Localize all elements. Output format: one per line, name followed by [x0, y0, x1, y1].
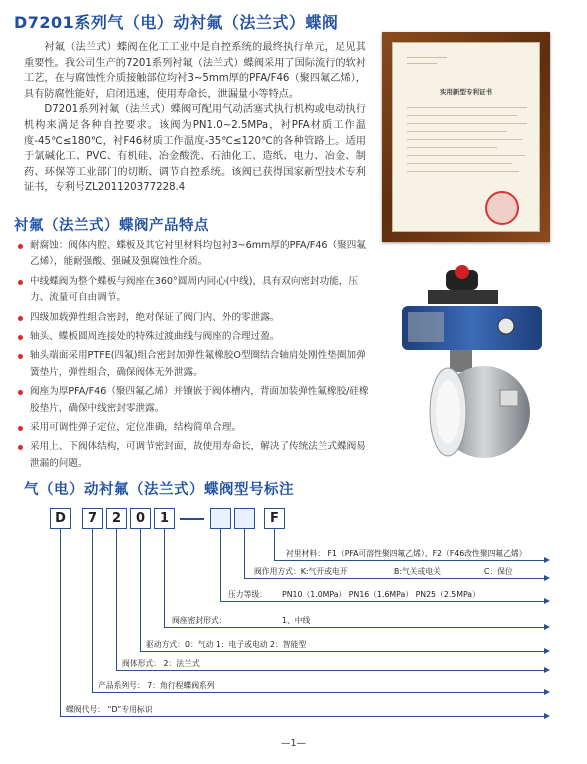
code-box-blank-2 [234, 508, 255, 529]
feature-item: 阀座为厚PFA/F46（聚四氟乙烯）并镶嵌于阀体槽内，背面加装弹性氟橡胶/硅橡胶垫片，确保中线密封零泄露。 [18, 384, 370, 417]
pressure-label: 压力等级： [228, 590, 267, 599]
code-dash [180, 518, 204, 520]
feature-item: 轴头、蝶板圆周连接处的特殊过渡曲线与阀座的合理过盈。 [18, 329, 370, 345]
drive-label: 驱动方式：0：气动 1：电子或电动 2：智能型 [146, 640, 307, 649]
code-box-0: 0 [130, 508, 151, 529]
page-title: D7201系列气（电）动衬氟（法兰式）蝶阀 [14, 13, 339, 32]
code-name-label: 蝶阀代号： “D”专用标识 [66, 705, 153, 714]
mode-label: 阀作用方式：K:气开或电开 [254, 567, 348, 576]
intro-text [24, 40, 366, 196]
code-box-blank-1 [210, 508, 231, 529]
code-box-f: F [264, 508, 285, 529]
features-heading: 衬氟（法兰式）蝶阀产品特点 [14, 218, 209, 234]
pressure-values: PN10（1.0MPa） PN16（1.6MPa） PN25（2.5MPa） [282, 590, 480, 599]
model-heading: 气（电）动衬氟（法兰式）蝶阀型号标注 [24, 482, 294, 498]
patent-certificate-frame [382, 32, 550, 242]
seat-value: 1、中线 [282, 616, 311, 625]
feature-item: 四级加载弹性组合密封，绝对保证了阀门内、外的零泄露。 [18, 310, 370, 326]
mode-b-label: B:气关或电关 [394, 567, 441, 576]
feature-item: 轴头端面采用PTFE(四氟)组合密封加弹性氟橡胶O型圈结合轴肩处刚性垫圈加弹簧垫片，弹性组合，确保阀体无外泄露。 [18, 348, 370, 381]
patent-certificate [392, 42, 540, 232]
mode-c-label: C：保位 [484, 567, 513, 576]
feature-item: 耐腐蚀：阀体内腔、蝶板及其它衬里材料均包衬3~6mm厚的PFA/F46（聚四氟乙烯），能耐强酸、强碱及强腐蚀性介质。 [18, 238, 370, 271]
official-seal [485, 191, 519, 225]
page-number: —1— [280, 738, 307, 749]
seat-label: 阀座密封形式： [172, 616, 227, 625]
intro-paragraph-1: 衬氟（法兰式）蝶阀在化工工业中是自控系统的最终执行单元，足见其重要性。我公司生产的7201系列衬氟（法兰式）蝶阀采用了国际流行的软衬工艺，在与腐蚀性介质接触部位均衬3~5mm厚的PFA/F46（聚四氟乙烯），具有防腐性能好，启闭迅速，使用寿命长，泄漏量小等特点。 [24, 42, 366, 100]
features-list [18, 238, 370, 475]
code-box-7: 7 [82, 508, 103, 529]
body-label: 阀体形式： 2：法兰式 [122, 659, 200, 668]
code-box-d: D [50, 508, 71, 529]
code-box-1: 1 [154, 508, 175, 529]
certificate-title: 实用新型专利证书 [440, 88, 492, 96]
feature-item: 采用上、下阀体结构，可调节密封面，故使用寿命长，解决了传统法兰式蝶阀易泄漏的问题。 [18, 439, 370, 472]
valve-product-image [388, 262, 558, 462]
intro-paragraph-2: D7201系列衬氟（法兰式）蝶阀可配用气动活塞式执行机构或电动执行机构来满足各种自控要求。该阀为PN1.0~2.5MPa，衬PFA材质工作温度-45℃≤180℃，衬F46材质工作温度-35℃≤120℃的各种管路上。适用于氯碱化工、PVC、有机硅、冶金酸洗、石油化工、造纸、电力、冶金、制药、环保等工业部门的切断、调节自控系统。该阀已获得国家新型技术专利证书，专利号ZL201120377228.4 [24, 104, 366, 194]
code-box-2: 2 [106, 508, 127, 529]
feature-item: 采用可调性弹子定位，定位准确，结构简单合理。 [18, 420, 370, 436]
liner-label: 衬里材料： F1（PFA可溶性聚四氟乙烯）、F2（F46改性聚四氟乙烯） [286, 549, 527, 558]
series-label: 产品系列号： 7：角行程蝶阀系列 [98, 681, 215, 690]
feature-item: 中线蝶阀为整个蝶板与阀座在360°圆周内同心(中线)，具有双向密封功能，压力、流量可自由调节。 [18, 274, 370, 307]
